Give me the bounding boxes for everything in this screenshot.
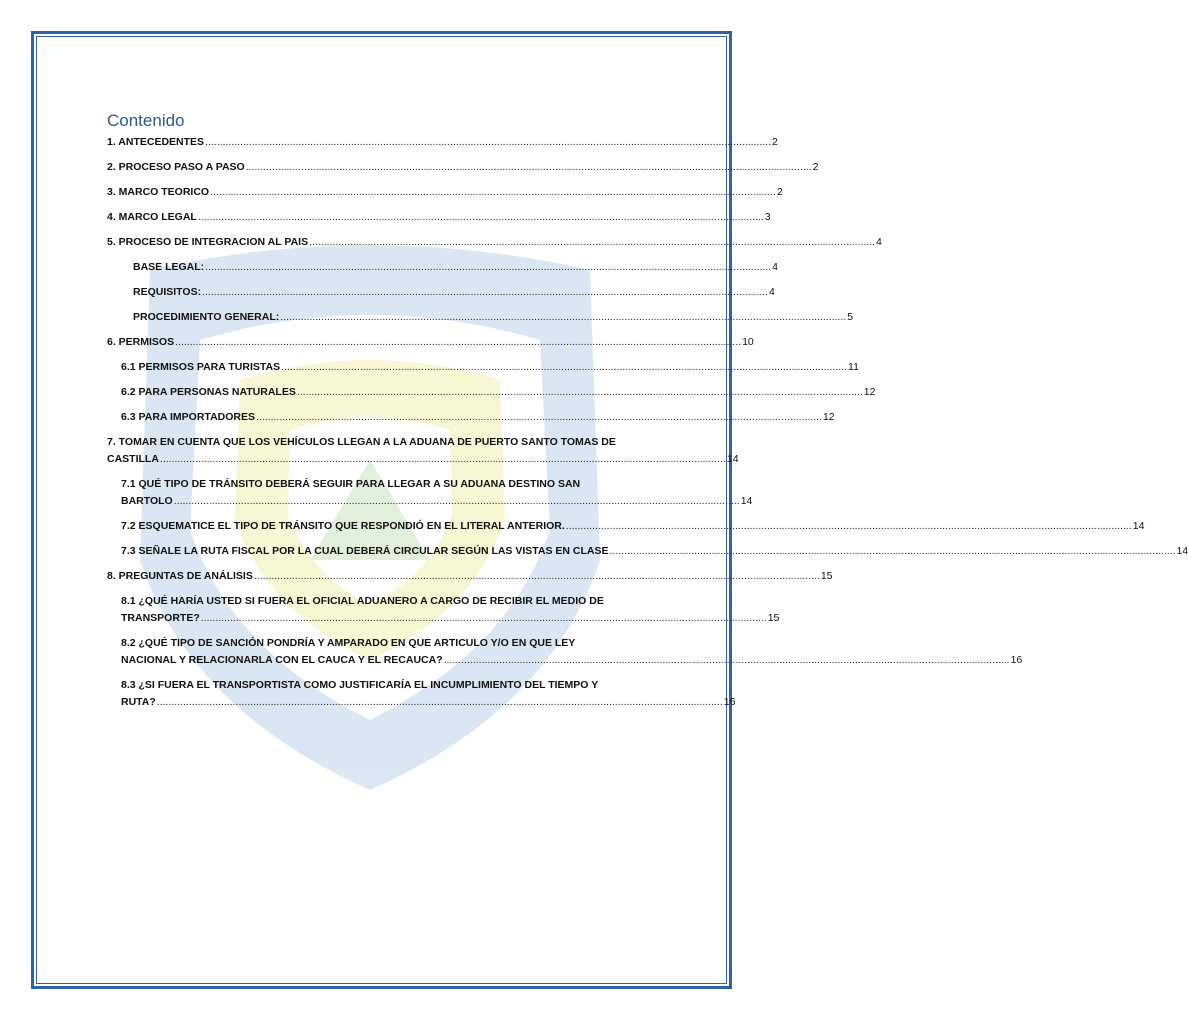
toc-entry-antecedentes[interactable]: 1. ANTECEDENTES .................................................................................................................................................................................................. 2 [107,136,778,148]
toc-entry-personas-naturales[interactable]: 6.2 PARA PERSONAS NATURALES .................................................................................................................................................................................................. 12 [121,386,876,398]
toc-entry-importadores[interactable]: 6.3 PARA IMPORTADORES .................................................................................................................................................................................................. 12 [121,411,835,423]
toc-entry-integracion[interactable]: 5. PROCESO DE INTEGRACION AL PAIS .................................................................................................................................................................................................. 4 [107,236,882,248]
toc-entry-turistas[interactable]: 6.1 PERMISOS PARA TURISTAS .................................................................................................................................................................................................. 11 [121,361,859,373]
toc-entry-sancion[interactable]: 8.2 ¿QUÉ TIPO DE SANCIÓN PONDRÍA Y AMPARADO EN QUE ARTICULO Y/O EN QUE LEY NACIONAL Y RELACIONARLA CON EL CAUCA Y EL RECAUCA? .................................................................................................................................................................................................. 16 [121,637,1023,666]
toc-entry-base-legal[interactable]: BASE LEGAL: .................................................................................................................................................................................................. 4 [133,261,778,273]
toc-title: Contenido [107,111,185,130]
toc-entry-requisitos[interactable]: REQUISITOS: .................................................................................................................................................................................................. 4 [133,286,775,298]
table-of-contents [107,110,1188,709]
toc-entry-ruta-fiscal[interactable]: 7.3 SEÑALE LA RUTA FISCAL POR LA CUAL DEBERÁ CIRCULAR SEGÚN LAS VISTAS EN CLASE .................................................................................................................................................................................................. 14 [121,545,1188,557]
toc-entry-permisos[interactable]: 6. PERMISOS .................................................................................................................................................................................................. 10 [107,336,754,348]
toc-entry-proceso-paso[interactable]: 2. PROCESO PASO A PASO .................................................................................................................................................................................................. 2 [107,161,819,173]
toc-entry-esquematice[interactable]: 7.2 ESQUEMATICE EL TIPO DE TRÁNSITO QUE RESPONDIÓ EN EL LITERAL ANTERIOR. .................................................................................................................................................................................................. 14 [121,520,1145,532]
toc-entry-tipo-transito[interactable]: 7.1 QUÉ TIPO DE TRÁNSITO DEBERÁ SEGUIR PARA LLEGAR A SU ADUANA DESTINO SAN BARTOLO .................................................................................................................................................................................................. 14 [121,478,753,507]
toc-entry-marco-teorico[interactable]: 3. MARCO TEORICO .................................................................................................................................................................................................. 2 [107,186,783,198]
toc-entry-transportista[interactable]: 8.3 ¿SI FUERA EL TRANSPORTISTA COMO JUSTIFICARÍA EL INCUMPLIMIENTO DEL TIEMPO Y RUTA? .................................................................................................................................................................................................. 16 [121,679,736,708]
toc-entry-preguntas[interactable]: 8. PREGUNTAS DE ANÁLISIS .................................................................................................................................................................................................. 15 [107,570,833,582]
toc-entry-vehiculos[interactable]: 7. TOMAR EN CUENTA QUE LOS VEHÍCULOS LLEGAN A LA ADUANA DE PUERTO SANTO TOMAS DE CASTILLA .................................................................................................................................................................................................. 14 [107,436,739,465]
toc-entry-procedimiento[interactable]: PROCEDIMIENTO GENERAL: .................................................................................................................................................................................................. 5 [133,311,854,323]
toc-entry-marco-legal[interactable]: 4. MARCO LEGAL .................................................................................................................................................................................................. 3 [107,211,771,223]
toc-entry-oficial-aduanero[interactable]: 8.1 ¿QUÉ HARÍA USTED SI FUERA EL OFICIAL ADUANERO A CARGO DE RECIBIR EL MEDIO DE TRANSPORTE? .................................................................................................................................................................................................. 15 [121,595,780,624]
